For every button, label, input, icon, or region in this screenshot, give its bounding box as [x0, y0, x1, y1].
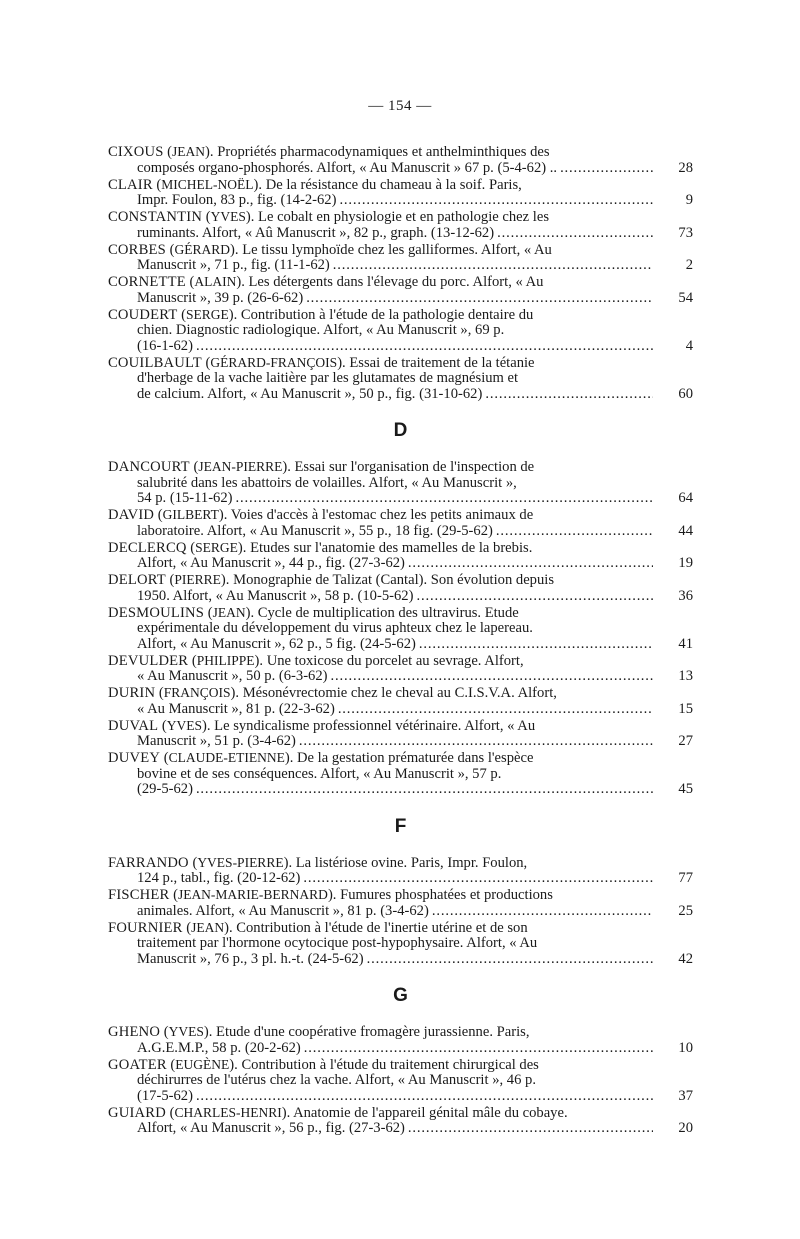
dot-leader — [485, 387, 653, 403]
bibliography-entry — [108, 855, 693, 887]
dot-leader — [196, 339, 653, 355]
entry-last-line — [108, 289, 693, 307]
entry-last-line — [108, 950, 693, 968]
entry-first-line: DANCOURT (JEAN-PIERRE). Essai sur l'organisation de l'inspection de — [108, 459, 535, 475]
dot-leader — [303, 871, 653, 887]
bibliography-entry — [108, 653, 693, 685]
entry-first-line: FARRANDO (YVES-PIERRE). La listériose ovine. Paris, Impr. Foulon, — [108, 854, 528, 871]
author-surname: DEVULDER — [108, 652, 189, 669]
page-number: — 154 — — [368, 98, 432, 114]
entry-page-ref: 42 — [678, 950, 693, 967]
entry-title: Propriétés pharmacodynamiques et anthelminthiques des — [217, 144, 550, 160]
bibliography-list — [108, 144, 693, 1137]
section-letter-f: F — [394, 815, 407, 837]
dot-leader — [496, 524, 653, 540]
entry-page-ref: 44 — [678, 522, 693, 539]
entry-title: Le syndicalisme professionnel vétérinaire. Alfort, « Au — [214, 717, 536, 734]
entry-last-line — [108, 224, 693, 242]
bibliography-entry — [108, 1105, 693, 1137]
dot-leader — [416, 589, 653, 605]
entry-page-ref: 28 — [678, 159, 693, 176]
entry-first-line: DECLERCQ (SERGE). Etudes sur l'anatomie des mamelles de la brebis. — [108, 539, 533, 556]
entry-citation: 1950. Alfort, « Au Manuscrit », 58 p. (10-5-62) — [137, 587, 414, 604]
entry-page-ref: 64 — [678, 490, 693, 506]
entry-first-line: DUVEY (CLAUDE-ETIENNE). De la gestation prématurée dans l'espèce — [108, 750, 534, 766]
entry-continuation: bovine et de ses conséquences. Alfort, « Au Manuscrit », 57 p. — [137, 765, 502, 782]
entry-title: Essai sur l'organisation de l'inspection de — [294, 459, 535, 475]
entry-last-line — [108, 192, 693, 209]
author-surname: CORNETTE — [108, 274, 186, 290]
entry-title: Fumures phosphatées et productions — [340, 887, 553, 903]
entry-title: Voies d'accès à l'estomac chez les petits animaux de — [230, 507, 534, 523]
entry-citation: composés organo-phosphorés. Alfort, « Au Manuscrit » 67 p. (5-4-62) .. — [137, 159, 558, 176]
entry-page-ref: 19 — [678, 555, 693, 571]
entry-last-line — [108, 870, 693, 887]
entry-first-line: FISCHER (JEAN-MARIE-BERNARD). Fumures phosphatées et productions — [108, 887, 553, 903]
bibliography-entry — [108, 920, 693, 968]
entry-last-line — [108, 700, 693, 718]
author-given-name: GILBERT — [162, 507, 219, 522]
bibliography-entry — [108, 1057, 693, 1105]
entry-title: Contribution à l'étude de la pathologie dentaire du — [240, 306, 534, 323]
author-given-name: YVES — [210, 209, 246, 224]
dot-leader — [367, 952, 653, 968]
entry-citation: (17-5-62) — [137, 1087, 193, 1104]
author-given-name: CHARLES-HENRI — [174, 1104, 282, 1120]
entry-first-line: FOURNIER (JEAN). Contribution à l'étude de l'inertie utérine et de son — [108, 919, 528, 936]
bibliography-entry — [108, 540, 693, 572]
entry-page-ref: 41 — [678, 635, 693, 652]
entry-last-line — [108, 733, 693, 750]
bibliography-entry — [108, 685, 693, 717]
bibliography-entry — [108, 750, 693, 798]
author-given-name: JEAN — [191, 919, 225, 935]
author-surname: FARRANDO — [108, 854, 189, 871]
entry-page-ref: 37 — [678, 1087, 693, 1104]
entry-citation: animales. Alfort, « Au Manuscrit », 81 p. (3-4-62) — [137, 902, 429, 919]
entry-page-ref: 25 — [678, 902, 693, 919]
entry-title: Mésonévrectomie chez le cheval au C.I.S.V.A. Alfort, — [242, 685, 557, 701]
entry-first-line: GHENO (YVES). Etude d'une coopérative fromagère jurassienne. Paris, — [108, 1024, 530, 1040]
author-surname: DANCOURT — [108, 459, 190, 475]
dot-leader — [419, 637, 653, 653]
entry-citation: A.G.E.M.P., 58 p. (20-2-62) — [137, 1039, 301, 1056]
dot-leader — [299, 734, 653, 750]
entry-page-ref: 45 — [678, 781, 693, 797]
entry-citation: laboratoire. Alfort, « Au Manuscrit », 55 p., 18 fig. (29-5-62) — [137, 522, 493, 539]
bibliography-entry — [108, 459, 693, 507]
entry-first-line: DESMOULINS (JEAN). Cycle de multiplication des ultravirus. Etude — [108, 604, 519, 621]
author-given-name: JEAN-MARIE-BERNARD — [177, 887, 328, 902]
entry-last-line — [108, 257, 693, 274]
author-given-name: MICHEL-NOËL — [161, 176, 254, 192]
entry-last-line — [108, 490, 693, 507]
entry-last-line — [108, 522, 693, 540]
entry-last-line — [108, 635, 693, 653]
entry-page-ref: 27 — [678, 733, 693, 749]
author-surname: DELORT — [108, 572, 166, 588]
author-given-name: JEAN — [212, 604, 246, 620]
entry-page-ref: 60 — [678, 385, 693, 402]
author-surname: DUVEY — [108, 750, 161, 766]
entry-last-line — [108, 385, 693, 403]
author-surname: GOATER — [108, 1056, 167, 1073]
bibliography-entry — [108, 177, 693, 209]
entry-first-line: DAVID (GILBERT). Voies d'accès à l'estomac chez les petits animaux de — [108, 507, 534, 523]
section-letter-d: D — [393, 420, 408, 441]
author-given-name: YVES — [168, 1024, 204, 1039]
entry-citation: de calcium. Alfort, « Au Manuscrit », 50 p., fig. (31-10-62) — [137, 385, 483, 402]
entry-title: Cycle de multiplication des ultravirus. Etude — [257, 604, 519, 621]
entry-first-line: CLAIR (MICHEL-NOËL). De la résistance du chameau à la soif. Paris, — [108, 176, 522, 193]
author-surname: COUDERT — [108, 306, 178, 323]
author-given-name: EUGÈNE — [175, 1056, 230, 1072]
entry-citation: Manuscrit », 51 p. (3-4-62) — [137, 733, 296, 749]
entry-first-line: CIXOUS (JEAN). Propriétés pharmacodynamiques et anthelminthiques des — [108, 144, 550, 160]
dot-leader — [196, 782, 653, 798]
entry-first-line: CORNETTE (ALAIN). Les détergents dans l'élevage du porc. Alfort, « Au — [108, 274, 544, 290]
entry-first-line: COUILBAULT (GÉRARD-FRANÇOIS). Essai de traitement de la tétanie — [108, 354, 535, 371]
entry-page-ref: 54 — [678, 289, 693, 306]
bibliography-entry — [108, 144, 693, 176]
dot-leader — [338, 702, 653, 718]
author-surname: CLAIR — [108, 176, 153, 193]
bibliography-entry — [108, 355, 693, 403]
entry-title: Etudes sur l'anatomie des mamelles de la brebis. — [250, 539, 533, 556]
author-surname: DESMOULINS — [108, 604, 205, 621]
entry-title: Etude d'une coopérative fromagère jurassienne. Paris, — [216, 1024, 530, 1040]
author-surname: DURIN — [108, 685, 156, 701]
dot-leader — [236, 491, 653, 507]
entry-page-ref: 9 — [685, 192, 693, 208]
author-surname: CORBES — [108, 241, 166, 258]
entry-last-line — [108, 1039, 693, 1057]
author-given-name: SERGE — [195, 539, 238, 555]
entry-title: La listériose ovine. Paris, Impr. Foulon, — [295, 854, 528, 871]
entry-first-line: DURIN (FRANÇOIS). Mésonévrectomie chez le cheval au C.I.S.V.A. Alfort, — [108, 685, 557, 701]
dot-leader — [560, 161, 653, 177]
entry-citation: Manuscrit », 39 p. (26-6-62) — [137, 289, 304, 306]
bibliography-entry — [108, 507, 693, 539]
entry-last-line — [108, 1120, 693, 1137]
entry-page-ref: 15 — [678, 700, 693, 717]
entry-first-line: DELORT (PIERRE). Monographie de Talizat (Cantal). Son évolution depuis — [108, 572, 555, 588]
dot-leader — [333, 258, 653, 274]
entry-title: Monographie de Talizat (Cantal). Son évolution depuis — [233, 572, 555, 588]
entry-title: Le cobalt en physiologie et en pathologie chez les — [258, 209, 549, 225]
entry-last-line — [108, 337, 693, 355]
dot-leader — [408, 556, 653, 572]
entry-page-ref: 2 — [685, 257, 693, 273]
bibliography-entry — [108, 1024, 693, 1056]
author-given-name: CLAUDE-ETIENNE — [168, 750, 285, 765]
entry-last-line — [108, 781, 693, 798]
entry-citation: ruminants. Alfort, « Aû Manuscrit », 82 p., graph. (13-12-62) — [137, 224, 495, 241]
author-given-name: ALAIN — [194, 274, 237, 289]
entry-first-line: GUIARD (CHARLES-HENRI). Anatomie de l'appareil génital mâle du cobaye. — [108, 1104, 568, 1121]
entry-citation: Impr. Foulon, 83 p., fig. (14-2-62) — [137, 192, 337, 208]
entry-page-ref: 13 — [678, 668, 693, 684]
author-surname: COUILBAULT — [108, 354, 202, 371]
entry-first-line: CONSTANTIN (YVES). Le cobalt en physiologie et en pathologie chez les — [108, 209, 549, 225]
entry-first-line: DUVAL (YVES). Le syndicalisme professionnel vétérinaire. Alfort, « Au — [108, 717, 536, 734]
bibliography-entry — [108, 242, 693, 274]
entry-first-line: DEVULDER (PHILIPPE). Une toxicose du porcelet au sevrage. Alfort, — [108, 652, 524, 669]
dot-leader — [408, 1121, 653, 1137]
bibliography-entry — [108, 572, 693, 604]
entry-page-ref: 10 — [678, 1039, 693, 1056]
author-surname: GUIARD — [108, 1104, 166, 1121]
author-surname: DAVID — [108, 507, 155, 523]
author-surname: CIXOUS — [108, 144, 164, 160]
bibliography-entry — [108, 887, 693, 919]
entry-citation: (29-5-62) — [137, 781, 193, 797]
entry-last-line — [108, 587, 693, 605]
entry-title: Le tissu lymphoïde chez les galliformes. Alfort, « Au — [242, 241, 552, 258]
entry-page-ref: 36 — [678, 587, 693, 604]
entry-continuation: chien. Diagnostic radiologique. Alfort, « Au Manuscrit », 69 p. — [137, 322, 505, 338]
entry-citation: Manuscrit », 71 p., fig. (11-1-62) — [137, 257, 330, 273]
entry-citation: 124 p., tabl., fig. (20-12-62) — [137, 870, 301, 886]
entry-citation: 54 p. (15-11-62) — [137, 490, 233, 506]
author-given-name: SERGE — [185, 306, 229, 322]
entry-citation: (16-1-62) — [137, 337, 193, 354]
author-given-name: JEAN-PIERRE — [198, 459, 283, 474]
entry-citation: Alfort, « Au Manuscrit », 44 p., fig. (27-3-62) — [137, 555, 405, 571]
entry-continuation: déchirurres de l'utérus chez la vache. Alfort, « Au Manuscrit », 46 p. — [137, 1072, 536, 1088]
entry-first-line: COUDERT (SERGE). Contribution à l'étude de la pathologie dentaire du — [108, 306, 534, 323]
entry-continuation: expérimentale du développement du virus aphteux chez le lapereau. — [137, 620, 533, 636]
entry-continuation: salubrité dans les abattoirs de volailles. Alfort, « Au Manuscrit », — [137, 474, 517, 491]
bibliography-entry — [108, 209, 693, 241]
author-given-name: GÉRARD-FRANÇOIS — [210, 354, 338, 370]
section-letter-g: G — [393, 985, 408, 1006]
entry-title: Contribution à l'étude de l'inertie utérine et de son — [236, 919, 528, 936]
entry-title: Les détergents dans l'élevage du porc. Alfort, « Au — [248, 274, 544, 290]
entry-title: Contribution à l'étude du traitement chirurgical des — [241, 1056, 539, 1073]
bibliography-entry — [108, 718, 693, 750]
entry-continuation: d'herbage de la vache laitière par les glutamates de magnésium et — [137, 370, 519, 386]
author-given-name: YVES — [166, 717, 202, 733]
entry-page-ref: 77 — [678, 870, 693, 886]
entry-last-line — [108, 1087, 693, 1105]
entry-continuation: traitement par l'hormone ocytocique post-hypophysaire. Alfort, « Au — [137, 935, 538, 951]
author-given-name: PIERRE — [174, 572, 221, 587]
entry-last-line — [108, 555, 693, 572]
dot-leader — [432, 904, 653, 920]
entry-first-line: CORBES (GÉRARD). Le tissu lymphoïde chez les galliformes. Alfort, « Au — [108, 241, 552, 258]
author-given-name: GÉRARD — [174, 241, 231, 257]
dot-leader — [339, 193, 653, 209]
entry-citation: Alfort, « Au Manuscrit », 62 p., 5 fig. (24-5-62) — [137, 635, 416, 652]
bibliography-entry — [108, 605, 693, 653]
entry-citation: Alfort, « Au Manuscrit », 56 p., fig. (27-3-62) — [137, 1120, 405, 1136]
dot-leader — [304, 1041, 653, 1057]
dot-leader — [306, 291, 653, 307]
entry-last-line — [108, 902, 693, 920]
entry-title: Une toxicose du porcelet au sevrage. Alfort, — [266, 652, 524, 669]
dot-leader — [196, 1089, 653, 1105]
author-surname: CONSTANTIN — [108, 209, 203, 225]
bibliography-entry — [108, 307, 693, 355]
author-given-name: JEAN — [172, 144, 206, 159]
bibliography-entry — [108, 274, 693, 306]
entry-last-line — [108, 668, 693, 685]
entry-citation: « Au Manuscrit », 50 p. (6-3-62) — [137, 668, 328, 684]
author-given-name: PHILIPPE — [196, 652, 255, 668]
author-surname: GHENO — [108, 1024, 161, 1040]
entry-page-ref: 73 — [678, 224, 693, 241]
entry-page-ref: 20 — [678, 1120, 693, 1136]
author-surname: FOURNIER — [108, 919, 183, 936]
entry-last-line — [108, 159, 693, 177]
author-surname: FISCHER — [108, 887, 170, 903]
author-surname: DUVAL — [108, 717, 159, 734]
entry-citation: Manuscrit », 76 p., 3 pl. h.-t. (24-5-62) — [137, 950, 364, 967]
entry-page-ref: 4 — [685, 337, 693, 354]
author-given-name: FRANÇOIS — [163, 685, 231, 700]
entry-title: De la résistance du chameau à la soif. Paris, — [265, 176, 522, 193]
entry-citation: « Au Manuscrit », 81 p. (22-3-62) — [137, 700, 335, 717]
author-given-name: YVES-PIERRE — [197, 854, 284, 870]
entry-title: De la gestation prématurée dans l'espèce — [297, 750, 534, 766]
entry-title: Anatomie de l'appareil génital mâle du cobaye. — [293, 1104, 568, 1121]
dot-leader — [497, 226, 653, 242]
dot-leader — [331, 669, 653, 685]
author-surname: DECLERCQ — [108, 539, 187, 556]
entry-title: Essai de traitement de la tétanie — [349, 354, 535, 371]
entry-first-line: GOATER (EUGÈNE). Contribution à l'étude du traitement chirurgical des — [108, 1056, 539, 1073]
